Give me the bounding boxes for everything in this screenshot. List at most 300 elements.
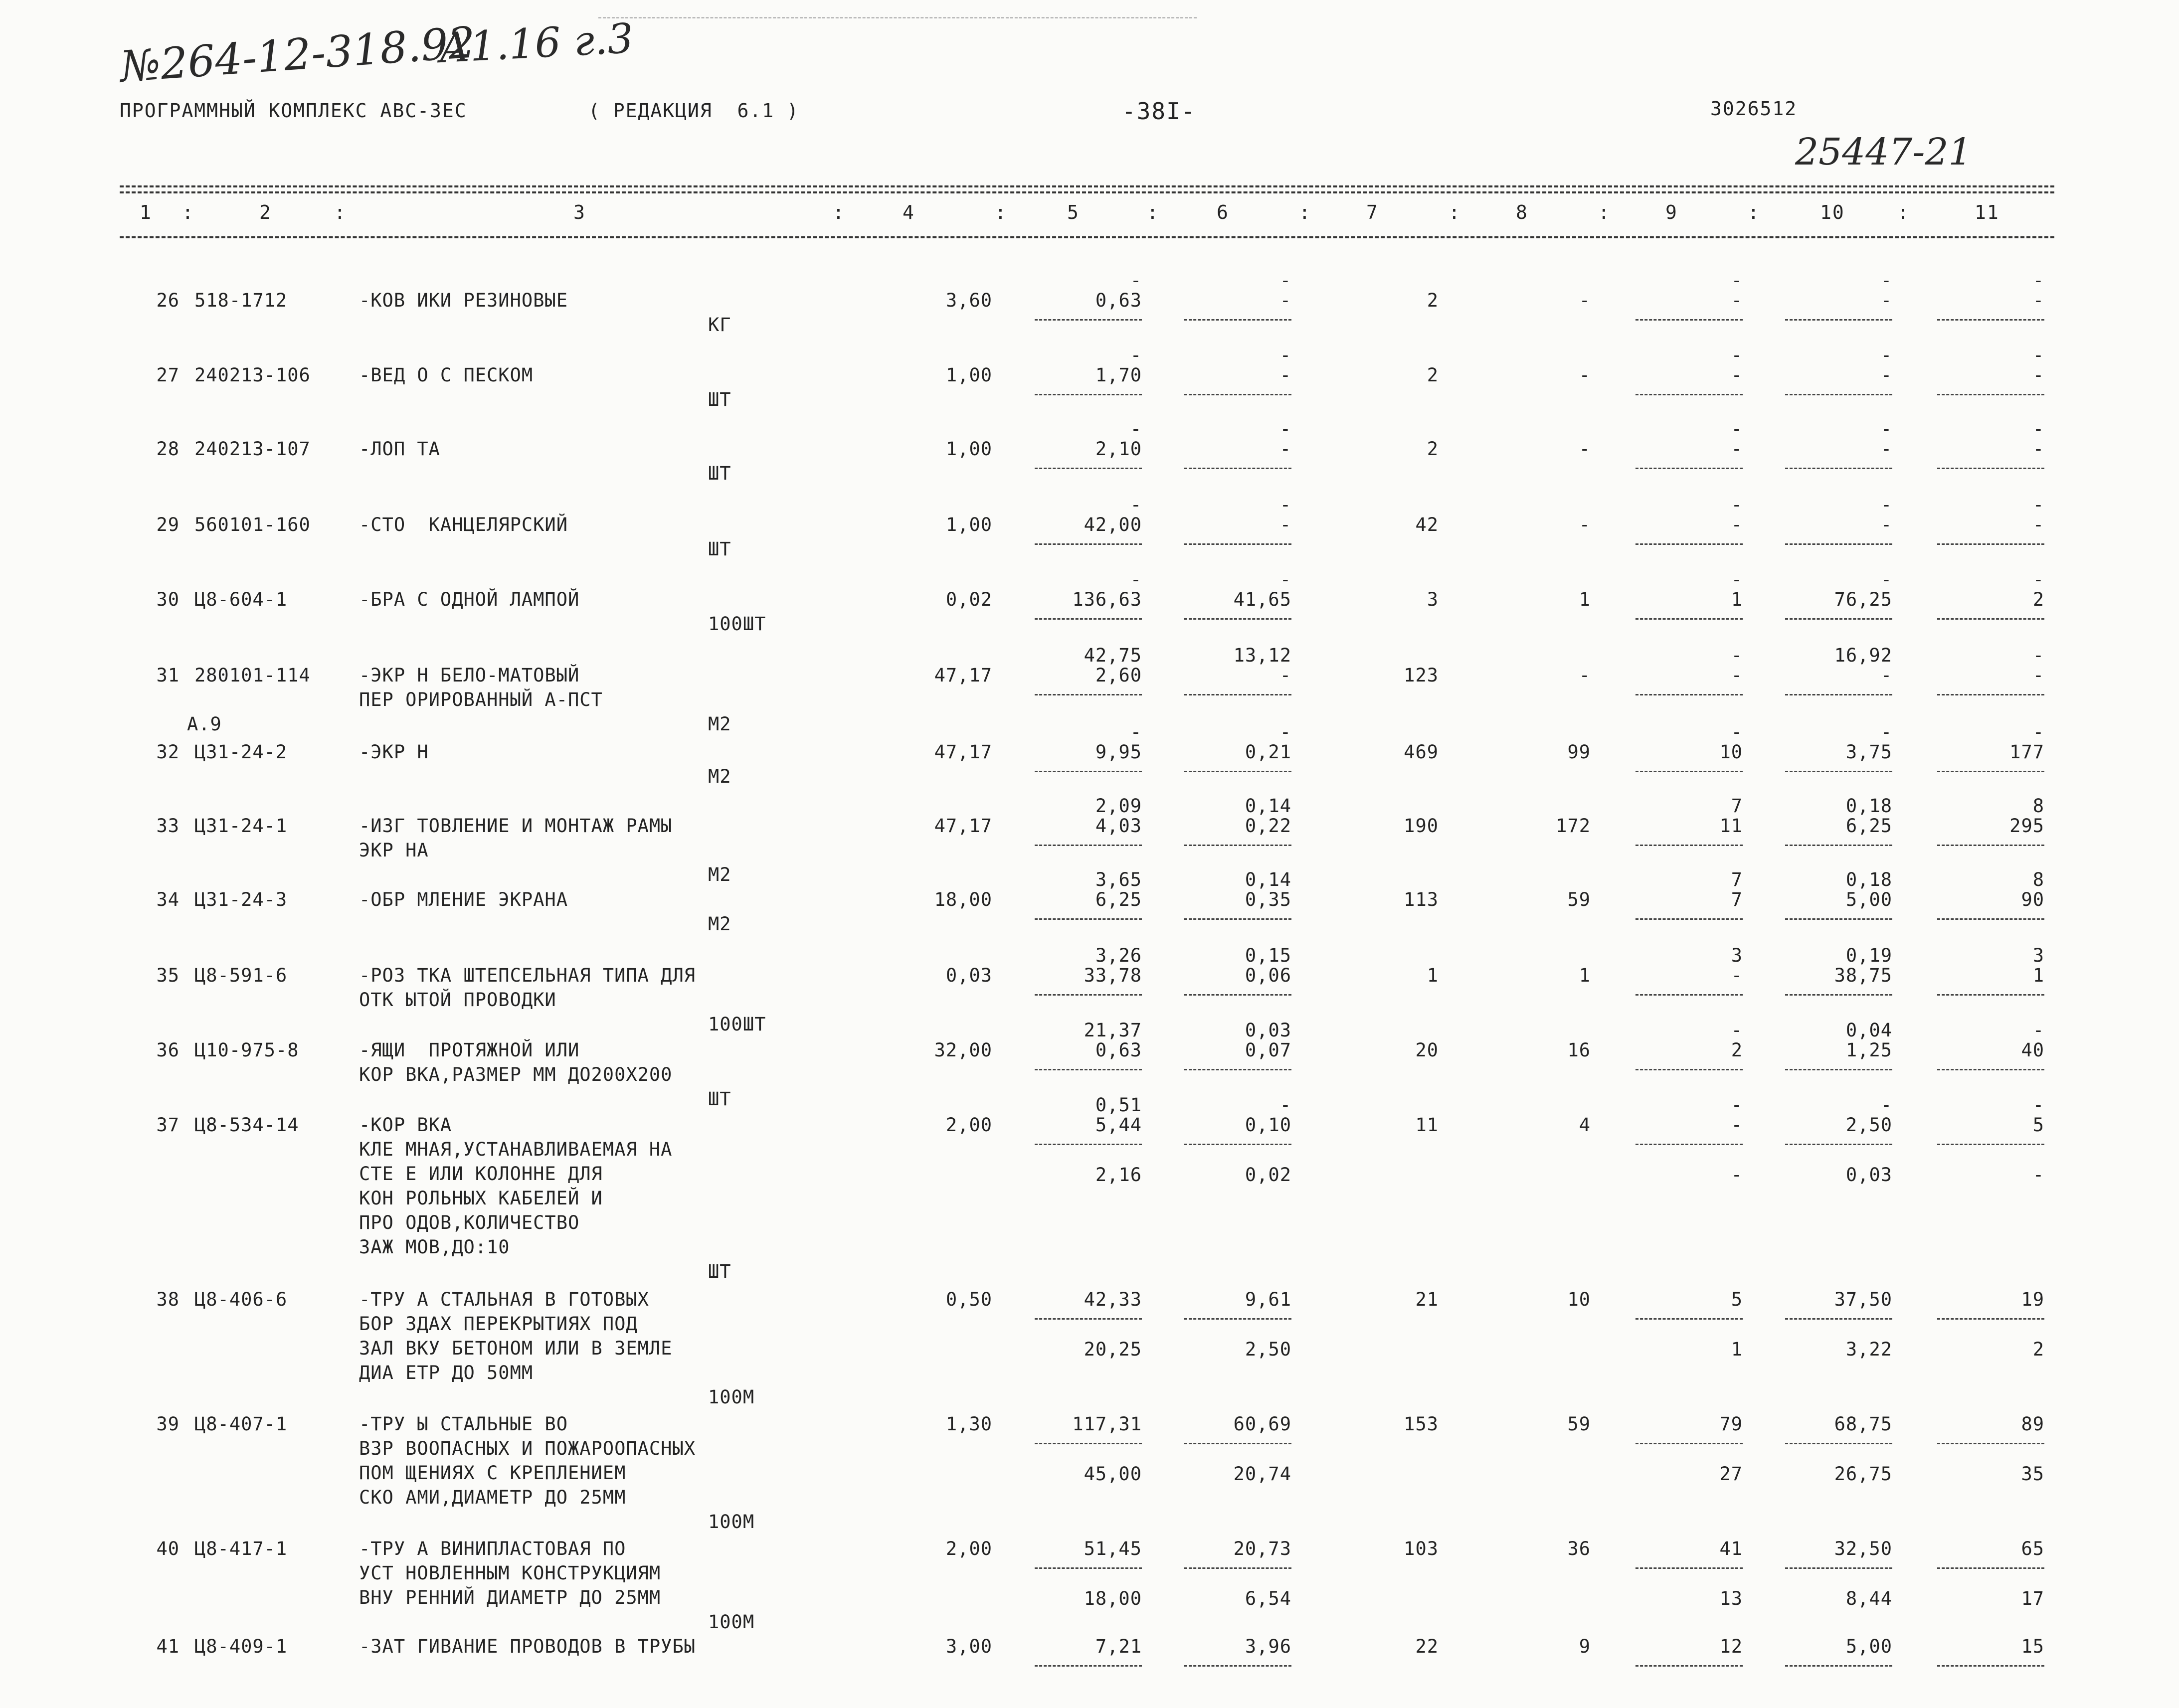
value-separator (1184, 771, 1291, 772)
cell-c6: 0,22 (1245, 815, 1291, 837)
cell-c6: 0,07 (1245, 1039, 1291, 1061)
value-separator (1184, 1144, 1291, 1145)
cell-c5-lower: 20,25 (1084, 1339, 1142, 1360)
cell-c10: 37,50 (1834, 1289, 1892, 1310)
column-separator: : (1598, 201, 1611, 223)
header-rule-top-2 (120, 191, 2054, 193)
row-number: 36 (156, 1039, 180, 1061)
cell-c7: 123 (1404, 665, 1439, 686)
cell-c9: 11 (1719, 815, 1743, 837)
value-separator (1184, 1567, 1291, 1569)
cell-c5: 136,63 (1072, 589, 1142, 610)
cell-c11: - (2032, 514, 2044, 535)
resource-code: 280101-114 (194, 665, 311, 686)
resource-code: Ц31-24-1 (194, 815, 288, 837)
item-name-line: -СТО КАНЦЕЛЯРСКИЙ (359, 514, 568, 535)
resource-code: Ц8-407-1 (194, 1413, 288, 1435)
cell-c6-lower: 2,50 (1245, 1339, 1291, 1360)
value-separator (1937, 845, 2044, 846)
cell-c11: 177 (2009, 741, 2044, 763)
unit-of-measure: М2 (708, 713, 731, 735)
cell-c6-upper: 0,03 (1245, 1020, 1291, 1041)
cell-c6-upper: - (1279, 270, 1291, 291)
cell-c5-upper: 2,09 (1095, 795, 1142, 817)
cell-c9: - (1731, 364, 1743, 386)
cell-c5: 1,70 (1095, 364, 1142, 386)
value-separator (1785, 1069, 1892, 1070)
value-separator (1635, 771, 1743, 772)
cell-c7: 22 (1415, 1636, 1439, 1657)
header-rule-top (120, 185, 2054, 187)
quantity: 1,30 (945, 1413, 992, 1435)
unit-of-measure: ШТ (708, 389, 731, 410)
item-name-line: -РОЗ ТКА ШТЕПСЕЛЬНАЯ ТИПА ДЛЯ (359, 965, 696, 986)
resource-code: Ц8-406-6 (194, 1289, 288, 1310)
cell-c11: - (2032, 364, 2044, 386)
cell-c7: 2 (1427, 290, 1439, 311)
cell-c10: 76,25 (1834, 589, 1892, 610)
value-separator (1635, 694, 1743, 695)
unit-of-measure: КГ (708, 314, 731, 336)
cell-c11-upper: - (2032, 569, 2044, 590)
column-header: 7 (1366, 201, 1379, 223)
unit-of-measure: ШТ (708, 463, 731, 484)
cell-c5-upper: - (1130, 418, 1142, 440)
value-separator (1035, 618, 1142, 620)
cell-c9-upper: 7 (1731, 869, 1743, 890)
value-separator (1184, 468, 1291, 469)
column-header: 6 (1217, 201, 1229, 223)
cell-c9-lower: - (1731, 1164, 1743, 1186)
value-separator (1785, 1318, 1892, 1320)
cell-c8: 59 (1567, 1413, 1591, 1435)
cell-c11: - (2032, 290, 2044, 311)
resource-code: Ц8-409-1 (194, 1636, 288, 1657)
cell-c10: 6,25 (1845, 815, 1892, 837)
value-separator (1635, 1144, 1743, 1145)
item-name-line: -ТРУ А СТАЛЬНАЯ В ГОТОВЫХ (359, 1289, 649, 1310)
value-separator (1635, 1318, 1743, 1320)
value-separator (1937, 1665, 2044, 1667)
cell-c5: 0,63 (1095, 290, 1142, 311)
value-separator (1035, 1318, 1142, 1320)
item-extra-code: А.9 (187, 713, 222, 735)
cell-c9: 5 (1731, 1289, 1743, 1310)
cell-c5-upper: - (1130, 569, 1142, 590)
cell-c5-upper: - (1130, 344, 1142, 366)
cell-c11: 19 (2021, 1289, 2044, 1310)
cell-c10-upper: - (1880, 569, 1892, 590)
cell-c10: - (1880, 364, 1892, 386)
cell-c10-upper: - (1880, 270, 1892, 291)
cell-c5-upper: - (1130, 270, 1142, 291)
cell-c5: 117,31 (1072, 1413, 1142, 1435)
column-header: 5 (1067, 201, 1080, 223)
cell-c6: 20,73 (1233, 1538, 1291, 1559)
row-number: 40 (156, 1538, 180, 1559)
item-name-line: -ВЕД О С ПЕСКОМ (359, 364, 534, 386)
value-separator (1937, 319, 2044, 321)
item-name-line: -ЭКР Н БЕЛО-МАТОВЫЙ (359, 665, 580, 686)
cell-c5-upper: 3,65 (1095, 869, 1142, 890)
cell-c9: 1 (1731, 589, 1743, 610)
cell-c8: 10 (1567, 1289, 1591, 1310)
cell-c9: 2 (1731, 1039, 1743, 1061)
value-separator (1184, 1069, 1291, 1070)
row-number: 26 (156, 290, 180, 311)
row-number: 28 (156, 438, 180, 460)
unit-of-measure: 100ШТ (708, 1014, 766, 1035)
cell-c9-lower: 13 (1719, 1588, 1743, 1609)
value-separator (1937, 543, 2044, 545)
cell-c8: - (1579, 290, 1591, 311)
item-name-line: -КОВ ИКИ РЕЗИНОВЫЕ (359, 290, 568, 311)
value-separator (1184, 1318, 1291, 1320)
cell-c6-lower: 0,02 (1245, 1164, 1291, 1186)
cell-c7: 113 (1404, 889, 1439, 910)
value-separator (1035, 319, 1142, 321)
cell-c6-upper: - (1279, 569, 1291, 590)
value-separator (1785, 319, 1892, 321)
column-header: 9 (1665, 201, 1678, 223)
cell-c6-lower: 6,54 (1245, 1588, 1291, 1609)
item-name-line: КОН РОЛЬНЫХ КАБЕЛЕЙ И (359, 1188, 603, 1209)
value-separator (1937, 468, 2044, 469)
cell-c7: 103 (1404, 1538, 1439, 1559)
cell-c7: 153 (1404, 1413, 1439, 1435)
value-separator (1937, 1144, 2044, 1145)
cell-c11: - (2032, 665, 2044, 686)
cell-c5: 4,03 (1095, 815, 1142, 837)
item-name-line: ПЕР ОРИРОВАННЫЙ А-ПСТ (359, 689, 603, 710)
cell-c5: 42,00 (1084, 514, 1142, 535)
quantity: 47,17 (934, 665, 992, 686)
resource-code: Ц8-591-6 (194, 965, 288, 986)
cell-c10-upper: - (1880, 494, 1892, 515)
quantity: 1,00 (945, 364, 992, 386)
resource-code: Ц31-24-3 (194, 889, 288, 910)
value-separator (1785, 543, 1892, 545)
cell-c9-upper: - (1731, 1094, 1743, 1116)
header-rule-bottom (120, 236, 2054, 238)
cell-c6: 41,65 (1233, 589, 1291, 610)
cell-c9-upper: 7 (1731, 795, 1743, 817)
item-name-line: ЭКР НА (359, 840, 429, 861)
cell-c6: 0,10 (1245, 1114, 1291, 1136)
item-name-line: ПОМ ЩЕНИЯХ С КРЕПЛЕНИЕМ (359, 1462, 626, 1484)
cell-c7: 21 (1415, 1289, 1439, 1310)
row-number: 34 (156, 889, 180, 910)
cell-c10: 1,25 (1845, 1039, 1892, 1061)
value-separator (1937, 1443, 2044, 1444)
cell-c7: 1 (1427, 965, 1439, 986)
unit-of-measure: ШТ (708, 1088, 731, 1110)
cell-c11-upper: 3 (2032, 945, 2044, 966)
document-code: 3026512 (1710, 98, 1798, 120)
quantity: 2,00 (945, 1538, 992, 1559)
quantity: 2,00 (945, 1114, 992, 1136)
cell-c8: - (1579, 364, 1591, 386)
cell-c5-upper: 42,75 (1084, 645, 1142, 666)
resource-code: 560101-160 (194, 514, 311, 535)
value-separator (1937, 1069, 2044, 1070)
handwritten-album-ref: А1.16 г.3 (437, 14, 635, 73)
value-separator (1635, 845, 1743, 846)
column-header: 10 (1820, 201, 1845, 223)
cell-c5-lower: 2,16 (1095, 1164, 1142, 1186)
value-separator (1035, 994, 1142, 996)
value-separator (1937, 1318, 2044, 1320)
quantity: 3,00 (945, 1636, 992, 1657)
item-name-line: БОР ЗДАХ ПЕРЕКРЫТИЯХ ПОД (359, 1313, 638, 1335)
cell-c10-lower: 3,22 (1845, 1339, 1892, 1360)
cell-c9: - (1731, 514, 1743, 535)
cell-c8: 1 (1579, 589, 1591, 610)
item-name-line: ВЗР ВООПАСНЫХ И ПОЖАРООПАСНЫХ (359, 1438, 696, 1459)
value-separator (1785, 394, 1892, 395)
cell-c6-upper: - (1279, 721, 1291, 743)
cell-c9-upper: - (1731, 344, 1743, 366)
column-separator: : (1748, 201, 1760, 223)
unit-of-measure: 100М (708, 1386, 755, 1408)
cell-c5-upper: - (1130, 494, 1142, 515)
item-name-line: СТЕ Е ИЛИ КОЛОННЕ ДЛЯ (359, 1163, 603, 1185)
item-name-line: -ЗАТ ГИВАНИЕ ПРОВОДОВ В ТРУБЫ (359, 1636, 696, 1657)
value-separator (1937, 771, 2044, 772)
column-header: 4 (903, 201, 915, 223)
cell-c8: 9 (1579, 1636, 1591, 1657)
unit-of-measure: М2 (708, 864, 731, 885)
item-name-line: ВНУ РЕННИЙ ДИАМЕТР ДО 25ММ (359, 1587, 661, 1608)
row-number: 31 (156, 665, 180, 686)
resource-code: Ц8-534-14 (194, 1114, 299, 1136)
value-separator (1785, 618, 1892, 620)
value-separator (1035, 845, 1142, 846)
unit-of-measure: ШТ (708, 538, 731, 560)
value-separator (1635, 618, 1743, 620)
value-separator (1635, 394, 1743, 395)
value-separator (1785, 1567, 1892, 1569)
edition-label: ( РЕДАКЦИЯ 6.1 ) (588, 100, 799, 122)
cell-c6-upper: - (1279, 494, 1291, 515)
cell-c7: 190 (1404, 815, 1439, 837)
cell-c10: 5,00 (1845, 1636, 1892, 1657)
cell-c11-upper: - (2032, 494, 2044, 515)
row-number: 39 (156, 1413, 180, 1435)
cell-c10: 68,75 (1834, 1413, 1892, 1435)
quantity: 0,03 (945, 965, 992, 986)
cell-c7: 469 (1404, 741, 1439, 763)
value-separator (1937, 994, 2044, 996)
column-separator: : (182, 201, 194, 223)
value-separator (1184, 1665, 1291, 1667)
cell-c5-upper: 21,37 (1084, 1020, 1142, 1041)
cell-c10-lower: 0,03 (1845, 1164, 1892, 1186)
cell-c10-lower: 26,75 (1834, 1463, 1892, 1485)
cell-c11-lower: 17 (2021, 1588, 2044, 1609)
cell-c10: - (1880, 438, 1892, 460)
value-separator (1184, 543, 1291, 545)
cell-c11: 15 (2021, 1636, 2044, 1657)
cell-c7: 11 (1415, 1114, 1439, 1136)
item-name-line: -БРА С ОДНОЙ ЛАМПОЙ (359, 589, 580, 610)
cell-c9: - (1731, 665, 1743, 686)
item-name-line: СКО АМИ,ДИАМЕТР ДО 25ММ (359, 1487, 626, 1508)
cell-c6: - (1279, 665, 1291, 686)
cell-c10-upper: 0,19 (1845, 945, 1892, 966)
value-separator (1184, 994, 1291, 996)
cell-c5-lower: 18,00 (1084, 1588, 1142, 1609)
item-name-line: -ЛОП ТА (359, 438, 440, 460)
value-separator (1937, 694, 2044, 695)
value-separator (1184, 694, 1291, 695)
cell-c9-upper: - (1731, 645, 1743, 666)
cell-c9-upper: 3 (1731, 945, 1743, 966)
resource-code: Ц31-24-2 (194, 741, 288, 763)
cell-c11-upper: 8 (2032, 795, 2044, 817)
value-separator (1184, 845, 1291, 846)
value-separator (1785, 694, 1892, 695)
cell-c8: 172 (1556, 815, 1591, 837)
column-separator: : (1449, 201, 1461, 223)
cell-c9: 7 (1731, 889, 1743, 910)
cell-c5: 51,45 (1084, 1538, 1142, 1559)
cell-c6: - (1279, 514, 1291, 535)
cell-c9-upper: - (1731, 494, 1743, 515)
cell-c10-upper: 16,92 (1834, 645, 1892, 666)
cell-c11: 90 (2021, 889, 2044, 910)
value-separator (1035, 1443, 1142, 1444)
column-separator: : (1299, 201, 1311, 223)
cell-c5: 0,63 (1095, 1039, 1142, 1061)
cell-c6-upper: 0,14 (1245, 869, 1291, 890)
cell-c8: 59 (1567, 889, 1591, 910)
cell-c5: 9,95 (1095, 741, 1142, 763)
value-separator (1785, 1144, 1892, 1145)
value-separator (1035, 771, 1142, 772)
column-separator: : (1897, 201, 1910, 223)
item-name-line: -КОР ВКА (359, 1114, 452, 1136)
cell-c10: 5,00 (1845, 889, 1892, 910)
unit-of-measure: 100М (708, 1611, 755, 1633)
item-name-line: -ТРУ А ВИНИПЛАСТОВАЯ ПО (359, 1538, 626, 1559)
quantity: 18,00 (934, 889, 992, 910)
value-separator (1937, 618, 2044, 620)
resource-code: Ц10-975-8 (194, 1039, 299, 1061)
cell-c9-lower: 27 (1719, 1463, 1743, 1485)
cell-c7: 42 (1415, 514, 1439, 535)
cell-c5: 42,33 (1084, 1289, 1142, 1310)
cell-c5-upper: - (1130, 721, 1142, 743)
cell-c5: 6,25 (1095, 889, 1142, 910)
cell-c11: 40 (2021, 1039, 2044, 1061)
unit-of-measure: М2 (708, 766, 731, 787)
cell-c10-upper: - (1880, 721, 1892, 743)
value-separator (1937, 394, 2044, 395)
value-separator (1785, 1665, 1892, 1667)
quantity: 47,17 (934, 741, 992, 763)
cell-c9: - (1731, 965, 1743, 986)
cell-c11-lower: - (2032, 1164, 2044, 1186)
cell-c10-upper: - (1880, 1094, 1892, 1116)
cell-c6-upper: - (1279, 418, 1291, 440)
cell-c8: - (1579, 665, 1591, 686)
cell-c10: 32,50 (1834, 1538, 1892, 1559)
cell-c7: 2 (1427, 438, 1439, 460)
cell-c11-lower: 2 (2032, 1339, 2044, 1360)
unit-of-measure: 100ШТ (708, 613, 766, 635)
item-name-line: УСТ НОВЛЕННЫМ КОНСТРУКЦИЯМ (359, 1562, 661, 1584)
cell-c9: 41 (1719, 1538, 1743, 1559)
value-separator (1035, 694, 1142, 695)
column-header: 2 (259, 201, 272, 223)
column-separator: : (1147, 201, 1159, 223)
cell-c5: 7,21 (1095, 1636, 1142, 1657)
resource-code: Ц8-417-1 (194, 1538, 288, 1559)
cell-c6-lower: 20,74 (1233, 1463, 1291, 1485)
quantity: 1,00 (945, 514, 992, 535)
cell-c6: 60,69 (1233, 1413, 1291, 1435)
resource-code: 240213-107 (194, 438, 311, 460)
quantity: 1,00 (945, 438, 992, 460)
value-separator (1635, 918, 1743, 920)
cell-c9-upper: - (1731, 1020, 1743, 1041)
column-header: 3 (573, 201, 586, 223)
cell-c7: 2 (1427, 364, 1439, 386)
cell-c6: 3,96 (1245, 1636, 1291, 1657)
cell-c6: 0,35 (1245, 889, 1291, 910)
cell-c5: 5,44 (1095, 1114, 1142, 1136)
cell-c10-upper: - (1880, 418, 1892, 440)
row-number: 35 (156, 965, 180, 986)
value-separator (1184, 618, 1291, 620)
cell-c11-lower: 35 (2021, 1463, 2044, 1485)
cell-c9-upper: - (1731, 418, 1743, 440)
cell-c10-upper: 0,04 (1845, 1020, 1892, 1041)
cell-c10: 38,75 (1834, 965, 1892, 986)
row-number: 38 (156, 1289, 180, 1310)
cell-c5: 2,10 (1095, 438, 1142, 460)
cell-c6: - (1279, 290, 1291, 311)
quantity: 47,17 (934, 815, 992, 837)
cell-c10: 3,75 (1845, 741, 1892, 763)
value-separator (1635, 994, 1743, 996)
value-separator (1184, 1443, 1291, 1444)
item-name-line: ПРО ОДОВ,КОЛИЧЕСТВО (359, 1212, 580, 1233)
cell-c6: 9,61 (1245, 1289, 1291, 1310)
cell-c5: 2,60 (1095, 665, 1142, 686)
value-separator (1635, 319, 1743, 321)
column-separator: : (334, 201, 347, 223)
quantity: 0,50 (945, 1289, 992, 1310)
column-header: 8 (1516, 201, 1528, 223)
cell-c6-upper: - (1279, 344, 1291, 366)
value-separator (1184, 394, 1291, 395)
row-number: 37 (156, 1114, 180, 1136)
cell-c6: - (1279, 438, 1291, 460)
value-separator (1937, 918, 2044, 920)
row-number: 32 (156, 741, 180, 763)
cell-c11: 65 (2021, 1538, 2044, 1559)
value-separator (1035, 1665, 1142, 1667)
cell-c9: - (1731, 290, 1743, 311)
cell-c11-upper: - (2032, 344, 2044, 366)
value-separator (1785, 994, 1892, 996)
value-separator (1035, 468, 1142, 469)
value-separator (1635, 1443, 1743, 1444)
cell-c11-upper: - (2032, 721, 2044, 743)
cell-c7: 20 (1415, 1039, 1439, 1061)
